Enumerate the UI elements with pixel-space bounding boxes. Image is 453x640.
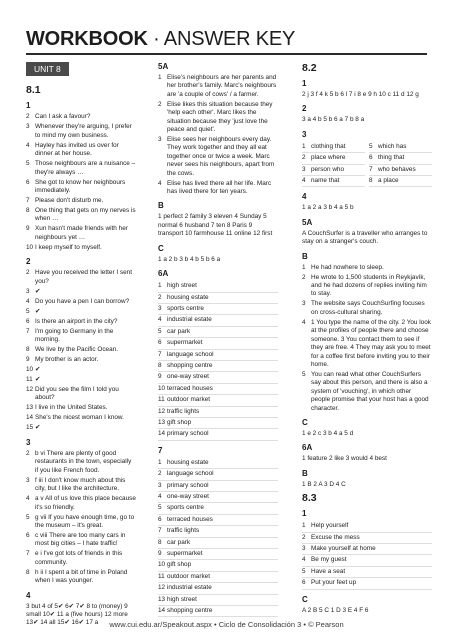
item-number: 3 [158,136,162,144]
item-number: 8 [26,346,30,354]
list-item [369,142,432,153]
item-number: 3 [302,300,306,308]
exercise-6b-answers: 1 B 2 A 3 D 4 C [302,480,346,488]
item-text: car park [167,538,191,546]
title-rule [26,53,427,55]
list-item [369,165,432,176]
list-item [26,308,136,316]
item-text: person who [311,165,345,173]
item-number: 7 [26,327,30,335]
item-number: 4 [302,318,306,326]
list-item [302,533,432,544]
item-number: 5 [369,142,373,150]
item-number: 7 [158,527,162,535]
item-number: 10 [26,243,34,251]
list-item [26,197,136,205]
exercise-4-answers: 3 but 4 of 5✔ 6✔ 7✔ 8 to (money) 9 small 10✔ 11 a (five hours) 12 more 13✔ 14 all 15✔ 16✔ 17 a [26,602,128,627]
item-number: 13 [158,418,166,426]
item-text: outdoor market [167,396,210,404]
list-item [158,595,278,606]
item-number: 8 [158,538,162,546]
item-text: f iii I don't know much about this city, but I like the architecture. [35,476,126,493]
item-number: 2 [158,293,162,301]
list-item [158,503,278,514]
item-text: 1 You type the name of the city. 2 You look at the profiles of people there and choose someone. 3 You contact them to see if they are free. 4 They may ask you to meet for a coffee first before inviting you to their home. [311,318,431,368]
exercise-heading: 1 [26,101,31,111]
exercise-heading: 3 [302,129,307,139]
item-text: place where [311,154,346,162]
exercise-8-3-1-list [302,521,432,589]
item-text: a v All of us love this place because it's so friendly. [35,495,136,511]
item-text: supermarket [167,550,203,558]
list-item [302,521,432,532]
item-text: I keep myself to myself. [35,243,102,251]
list-item [302,544,432,555]
item-number: 7 [26,550,30,558]
item-number: 4 [158,316,162,324]
list-item [158,458,278,469]
list-item [158,350,278,361]
item-text: language school [167,350,214,358]
list-item [26,404,136,412]
list-item [158,515,278,526]
item-text: You can read what other CouchSurfers say about this person, and there is also a system of 'vouching', in which other people promise that your host has a good character. [311,370,429,412]
list-item [158,526,278,537]
item-number: 10 [158,561,166,569]
item-number: 14 [158,430,166,438]
column-3 [302,62,432,617]
list-item [302,567,432,578]
item-number: 9 [158,373,162,381]
item-number: 1 [158,458,162,466]
item-number: 5 [26,160,30,168]
item-number: 3 [26,123,30,131]
list-item [26,179,136,196]
item-text: ✔ [35,287,41,295]
item-number: 3 [302,165,306,173]
exercise-5a-list [158,74,278,196]
item-text: Please don't disturb me. [35,197,104,205]
item-number: 14 [158,607,166,615]
list-item [26,346,136,354]
item-number: 2 [302,154,306,162]
item-number: 3 [26,476,30,484]
item-number: 1 [302,263,306,271]
item-text: one-way street [167,373,209,381]
list-item [158,338,278,349]
item-text: a place [378,177,399,185]
list-item [26,113,136,121]
list-item [158,304,278,315]
item-text: Whenever they're arguing, I prefer to mind my own business. [35,123,132,139]
item-text: Elise sees her neighbours every day. They work together and they all eat together once or twice a week. Marc never sees his neighbours, apart from the cows. [167,136,275,177]
item-number: 6 [369,154,373,162]
column-2 [158,62,278,617]
list-item [302,578,432,589]
list-item [26,288,136,296]
item-text: traffic lights [167,527,200,535]
item-number: 2 [158,470,162,478]
list-item [158,327,278,338]
list-item [26,386,136,403]
item-text: She got to know her neighbours immediately. [35,178,126,195]
item-text: gift shop [167,561,192,569]
exercise-heading: 5A [158,62,169,71]
list-item [302,300,432,317]
item-number: 12 [158,407,166,415]
list-item [302,153,365,164]
item-text: Excuse the mess [311,533,360,541]
list-item [26,207,136,224]
item-number: 13 [158,595,166,603]
list-item [26,298,136,306]
list-item [158,538,278,549]
exercise-2-answers: 3 a 4 b 5 b 6 a 7 b 8 a [302,116,365,124]
exercise-heading: 1 [302,79,307,88]
item-text: He wrote to 1,500 students in Reykjavík, and he had dozens of replies inviting him to stay. [311,273,427,298]
item-text: Elise likes this situation because they 'help each other'. Marc likes the situation because they 'just love the peace and quiet'. [167,100,273,134]
exercise-heading: B [158,201,164,211]
item-number: 2 [302,533,306,541]
item-number: 12 [158,584,166,592]
item-text: clothing that [311,142,346,150]
list-item [302,319,432,369]
page-title: WORKBOOK · ANSWER KEY [26,28,296,50]
item-text: My brother is an actor. [35,356,99,364]
item-text: industrial estate [167,316,212,324]
item-text: ✔ [35,424,41,432]
item-text: e i I've got lots of friends in this community. [35,550,123,566]
list-item [26,550,136,567]
item-number: 11 [158,396,165,404]
item-text: Help yourself [311,522,349,530]
exercise-heading: 4 [26,590,31,600]
item-text: gift shop [167,418,192,426]
item-text: Hayley has invited us over for dinner at her house. [35,141,119,158]
list-item [26,356,136,364]
exercise-4-answers: 1 a 2 a 3 b 4 a 5 b [302,204,354,212]
item-number: 4 [302,177,306,185]
item-text: sports centre [167,504,204,512]
item-text: terraced houses [167,384,213,392]
heading-8-3: 8.3 [302,492,317,505]
item-text: Have a seat [311,567,346,575]
exercise-heading: 4 [302,192,307,202]
item-text: I'm going to Germany in the morning. [35,327,114,344]
item-number: 4 [26,297,30,305]
item-number: 1 [158,282,162,290]
list-item [158,372,278,383]
exercise-heading: 6A [302,443,313,453]
list-item [26,569,136,586]
item-number: 8 [26,568,30,576]
list-item [158,361,278,372]
item-text: b vi There are plenty of good restaurants in the town, especially if you like French food. [35,449,132,474]
item-number: 5 [302,567,306,575]
list-item [158,418,278,429]
list-item [158,469,278,480]
item-text: Elise's neighbours are her parents and her brother's family. Marc's neighbours are 'a couple of cows' / a farmer. [167,74,277,98]
item-number: 4 [158,493,162,500]
item-text: One thing that gets on my nerves is when … [35,207,136,223]
list-item [158,101,278,135]
item-number: 2 [302,273,306,281]
exercise-heading: B [302,468,308,478]
unit-badge: UNIT 8 [26,62,69,76]
item-number: 8 [369,177,373,185]
item-number: 14 [26,414,34,422]
exercise-heading: 1 [302,509,307,519]
item-text: traffic lights [167,407,200,415]
item-number: 9 [26,356,30,364]
item-text: Those neighbours are a nuisance – they're always … [35,160,136,176]
exercise-heading: 2 [302,104,307,114]
exercise-1-list [26,113,136,252]
list-item [26,424,136,432]
item-text: ✔ [35,366,41,374]
list-item [158,560,278,571]
item-text: primary school [167,430,209,438]
item-text: shopping centre [167,607,213,615]
list-item [158,583,278,594]
item-number: 9 [158,550,162,558]
item-number: 5 [26,513,30,521]
item-text: g vii If you have enough time, go to the museum – it's great. [35,513,135,529]
item-text: Is there an airport in the city? [35,317,118,325]
item-text: housing estate [167,458,209,466]
list-item [302,264,432,272]
item-text: Do you have a pen I can borrow? [35,297,130,305]
item-text: ✔ [35,376,41,384]
item-text: Can I ask a favour? [35,113,91,121]
item-number: 5 [158,327,162,335]
item-number: 15 [26,424,34,432]
item-text: supermarket [167,339,203,347]
item-text: ✔ [35,307,41,315]
item-text: terraced houses [167,515,213,523]
exercise-heading: C [302,417,308,427]
list-item [302,176,365,187]
exercise-c-answers: A 2 B 5 C 1 D 3 E 4 F 6 [302,606,369,614]
item-text: The website says CouchSurfing focuses on cross-cultural sharing. [311,300,425,316]
list-item [26,328,136,345]
list-item [302,142,365,153]
list-item [158,384,278,395]
exercise-5a-answer: A CouchSurfer is a traveller who arranges to stay on a stranger's couch. [302,229,428,246]
item-number: 7 [369,165,373,173]
item-text: shopping centre [167,361,213,369]
list-item [302,555,432,566]
item-text: She's the nicest woman I know. [35,414,124,422]
exercise-heading: 2 [26,257,31,267]
item-number: 12 [26,386,34,394]
list-item [26,376,136,384]
list-item [26,225,136,242]
list-item [26,244,136,252]
exercise-c-answers: 1 a 2 b 3 b 4 b 5 b 6 a [158,255,221,263]
exercise-1-answers: 2 j 3 f 4 k 5 b 6 l 7 i 8 e 9 h 10 c 11 d 12 g [302,91,419,98]
list-item [158,429,278,440]
item-number: 6 [302,579,306,587]
list-item [302,371,432,413]
list-item [158,481,278,492]
item-number: 4 [158,179,162,187]
item-number: 3 [26,287,30,295]
item-number: 6 [26,317,30,325]
item-text: h ii I spent a bit of time in Poland when I was younger. [35,568,128,585]
exercise-heading: B [302,251,308,261]
item-text: c viii There are too many cars in most big cities – I hate traffic! [35,531,126,548]
item-text: Be my guest [311,556,347,564]
list-item [369,176,432,187]
item-number: 3 [158,481,162,489]
item-text: car park [167,327,191,335]
list-item [26,414,136,422]
exercise-heading: 6A [158,269,169,279]
item-number: 6 [158,515,162,523]
list-item [158,572,278,583]
item-text: which has [378,142,407,150]
item-number: 5 [302,370,306,378]
list-item [26,366,136,374]
item-number: 7 [158,350,162,358]
item-number: 11 [158,572,165,580]
item-text: high street [167,595,197,603]
list-item [158,407,278,418]
list-item [26,269,136,286]
item-number: 2 [26,449,30,457]
item-text: language school [167,470,214,478]
page-footer: www.cui.edu.ar/Speakout.aspx • Ciclo de Consolidación 3 • © Pearson [109,620,344,629]
exercise-3-grid [302,142,432,188]
list-item [26,514,136,531]
list-item [302,274,432,299]
item-text: one-way street [167,493,209,500]
item-text: Xun hasn't made friends with her neighbours yet … [35,225,128,241]
list-item [158,606,278,617]
item-text: outdoor market [167,572,210,580]
exercise-6a-list [158,281,278,441]
item-text: industrial estate [167,584,212,592]
list-item [158,492,278,503]
list-item [369,153,432,164]
item-number: 4 [26,495,30,503]
item-number: 5 [158,504,162,512]
list-item [158,549,278,560]
item-number: 4 [26,141,30,149]
item-number: 2 [158,100,162,108]
heading-8-1: 8.1 [26,84,41,97]
exercise-heading: C [302,594,308,604]
item-number: 1 [158,74,162,81]
item-number: 8 [26,207,30,215]
list-item [158,136,278,178]
list-item [26,160,136,177]
item-number: 7 [26,197,30,205]
list-item [26,123,136,140]
list-item [158,180,278,197]
item-text: I live in the United States. [35,404,108,412]
item-text: who behaves [378,165,416,173]
item-number: 2 [26,269,30,277]
item-number: 13 [26,404,34,412]
item-text: Make yourself at home [311,544,376,552]
item-number: 8 [158,361,162,369]
item-text: name that [311,177,340,185]
item-number: 3 [302,544,306,552]
item-number: 6 [26,178,30,186]
item-text: Did you see the film I told you about? [35,386,119,402]
item-text: Elise has lived there all her life. Marc has lived there for ten years. [167,179,272,196]
item-number: 6 [26,531,30,539]
list-item [26,477,136,494]
item-number: 1 [302,142,306,150]
item-number: 2 [26,113,30,121]
list-item [158,293,278,304]
item-text: sports centre [167,304,204,312]
item-number: 3 [158,304,162,312]
list-item [158,315,278,326]
list-item [26,142,136,159]
list-item [26,495,136,512]
column-1 [26,62,136,630]
exercise-heading: 5A [302,217,313,227]
exercise-heading: 7 [158,445,163,455]
list-item [158,281,278,292]
exercise-3-list [26,450,136,586]
list-item [26,318,136,326]
list-item [26,450,136,475]
item-text: high street [167,282,197,290]
item-text: We live by the Pacific Ocean. [35,346,118,354]
heading-8-2: 8.2 [302,62,317,74]
exercise-c-answers: 1 e 2 c 3 b 4 a 5 d [302,429,354,437]
item-text: Have you received the letter I sent you? [35,269,132,285]
list-item [158,395,278,406]
item-text: He had nowhere to sleep. [311,263,384,271]
item-number: 10 [158,384,166,392]
item-number: 1 [302,522,306,530]
item-text: primary school [167,481,209,489]
exercise-b-answers: 1 perfect 2 family 3 eleven 4 Sunday 5 normal 6 husband 7 ten 8 Paris 9 transport 10 farmhouse 11 online 12 first [158,213,273,238]
exercise-6a-answers: 1 feature 2 like 3 would 4 best [302,455,387,463]
list-item [158,74,278,99]
item-number: 5 [26,307,30,315]
exercise-b-list [302,264,432,413]
exercise-2-list [26,269,136,433]
item-text: thing that [378,154,405,162]
list-item [302,165,365,176]
list-item [26,532,136,549]
item-number: 9 [26,225,30,233]
item-number: 4 [302,556,306,564]
item-number: 10 [26,366,34,374]
item-number: 6 [158,339,162,347]
item-text: housing estate [167,293,209,301]
exercise-heading: 3 [26,437,31,447]
exercise-7-list [158,458,278,618]
item-text: Put your feet up [311,579,357,587]
item-number: 11 [26,376,33,384]
exercise-heading: C [158,243,164,253]
